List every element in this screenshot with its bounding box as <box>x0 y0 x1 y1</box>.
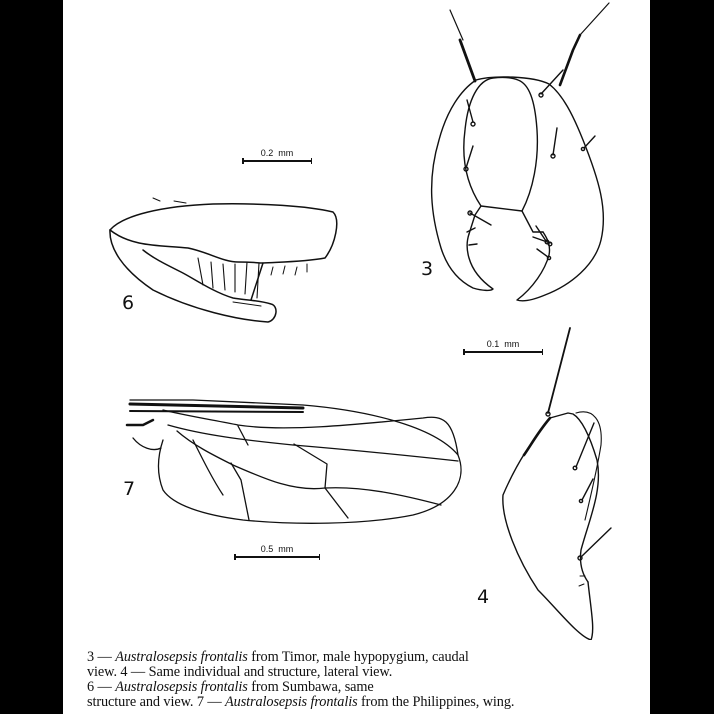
illustrations <box>63 0 650 640</box>
fig6-drawing <box>110 198 337 322</box>
scale-label: 0.5 mm <box>260 544 294 554</box>
caption-line-2: view. 4 — Same individual and structure, lateral view. <box>87 664 393 680</box>
fig4-drawing <box>503 328 611 640</box>
figure-number-3: 3 <box>421 258 434 280</box>
species-name: Australosepsis frontalis <box>115 679 248 695</box>
scale-bar-0.2mm <box>242 148 312 162</box>
scale-label: 0.2 mm <box>260 148 294 158</box>
caption-line-4: structure and view. 7 — Australosepsis frontalis from the Philippines, wing. <box>87 694 515 710</box>
scale-bar-0.1mm <box>463 339 543 353</box>
scale-line <box>234 556 320 558</box>
scale-label: 0.1 mm <box>486 339 520 349</box>
scale-line <box>242 160 312 162</box>
fig7-drawing <box>127 400 461 523</box>
species-name: Australosepsis frontalis <box>115 649 248 665</box>
scale-line <box>463 351 543 353</box>
species-name: Australosepsis frontalis <box>225 694 358 710</box>
figure-number-4: 4 <box>477 586 490 608</box>
scale-bar-0.5mm <box>234 544 320 558</box>
figure-caption <box>87 650 647 710</box>
caption-line-3: 6 — Australosepsis frontalis from Sumbawa, same <box>87 679 374 695</box>
figure-number-6: 6 <box>122 292 135 314</box>
figure-plate <box>63 0 650 714</box>
figure-number-7: 7 <box>123 478 136 500</box>
caption-line-1: 3 — Australosepsis frontalis from Timor, male hypopygium, caudal <box>87 649 469 665</box>
fig3-drawing <box>432 3 609 301</box>
